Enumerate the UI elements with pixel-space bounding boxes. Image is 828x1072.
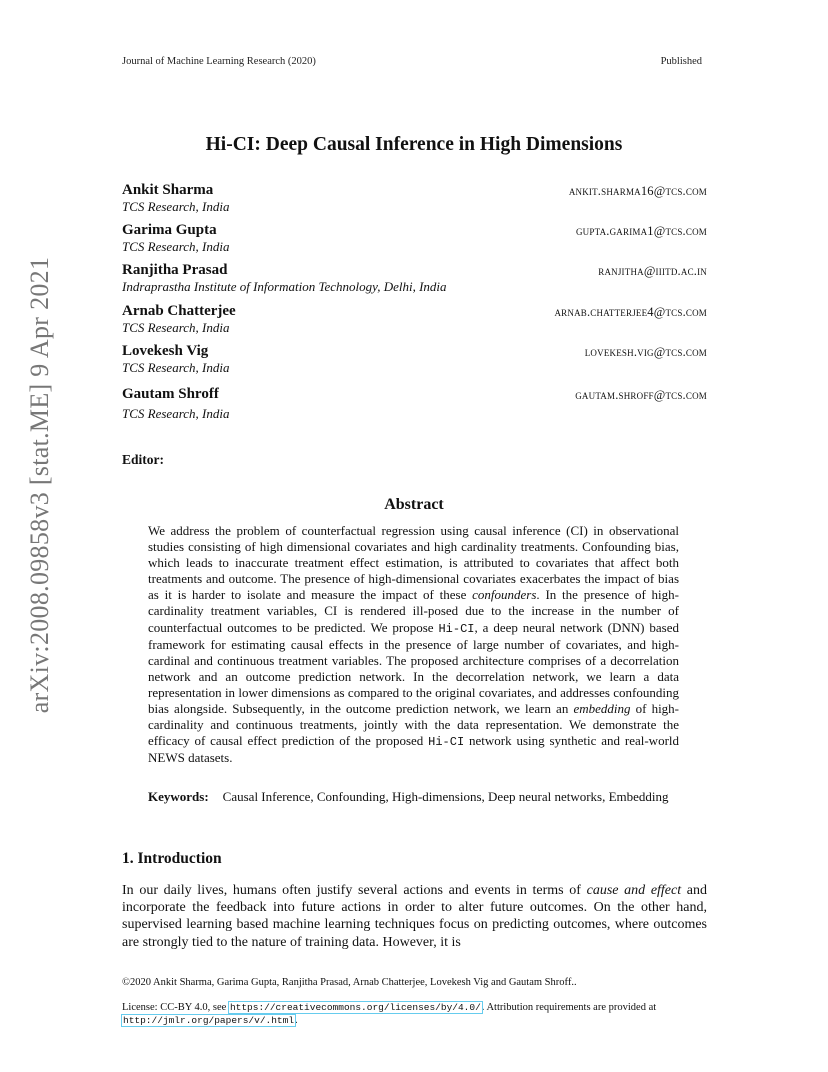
author-affiliation: TCS Research, India <box>122 320 230 335</box>
author-name: Arnab Chatterjee <box>122 303 236 319</box>
method-name: Hi-CI <box>428 735 465 750</box>
author-email[interactable]: ankit.sharma16@tcs.com <box>568 184 707 198</box>
author-affiliation: TCS Research, India <box>122 360 230 375</box>
author-block <box>122 182 707 215</box>
editor-label: Editor: <box>122 452 164 467</box>
license-link[interactable]: https://creativecommons.org/licenses/by/4.0/ <box>229 1002 481 1013</box>
copyright-notice: ©2020 Ankit Sharma, Garima Gupta, Ranjitha Prasad, Arnab Chatterjee, Lovekesh Vig and Gautam Shroff.. <box>122 977 577 988</box>
license-notice <box>122 1001 707 1027</box>
author-name: Lovekesh Vig <box>122 343 209 359</box>
arxiv-stamp: arXiv:2008.09858v3 [stat.ME] 9 Apr 2021 <box>25 256 54 714</box>
license-text: . <box>295 1015 298 1026</box>
abstract-part: , a deep neural network (DNN) based framework for estimating causal effects in the presence of large number of covariates, and high-cardinal and continuous treatment variables. The proposed architecture comprises of a decorrelation network and an outcome prediction network. In the decorrelation network, we learn a data representation in lower dimensions as compared to the original covariates, and addresses confounding bias alongside. Subsequently, in the outcome prediction network, we learn an <box>148 619 680 717</box>
author-block <box>122 222 707 255</box>
abstract-emphasis: embedding <box>573 701 631 717</box>
author-block <box>122 343 707 376</box>
author-name: Gautam Shroff <box>122 386 219 402</box>
author-name: Ankit Sharma <box>122 182 214 198</box>
author-block <box>122 386 707 422</box>
author-name: Ranjitha Prasad <box>122 262 228 278</box>
intro-paragraph <box>122 882 707 951</box>
author-name: Garima Gupta <box>122 222 217 238</box>
abstract-part: . In the presence of high-cardinality treatment variables, CI is rendered ill-posed due to the increase in the number of counterfactual outcomes to be predicted. We propose <box>148 587 679 635</box>
author-block <box>122 303 707 336</box>
keywords-label: Keywords: <box>148 789 209 804</box>
keywords-text: Causal Inference, Confounding, High-dimensions, Deep neural networks, Embedding <box>222 789 669 804</box>
abstract-heading: Abstract <box>384 496 444 513</box>
author-affiliation: TCS Research, India <box>122 406 230 421</box>
license-text: . Attribution requirements are provided at <box>481 1002 657 1013</box>
paper-title: Hi-CI: Deep Causal Inference in High Dimensions <box>205 134 623 155</box>
abstract-part: network using synthetic and real-world NEWS datasets. <box>148 733 680 766</box>
method-name: Hi-CI <box>438 621 475 636</box>
author-email[interactable]: arnab.chatterjee4@tcs.com <box>554 305 707 319</box>
author-affiliation: Indraprastha Institute of Information Technology, Delhi, India <box>122 279 447 294</box>
abstract-part: of high-cardinality and continuous treatments, jointly with the data representation. We demonstrate the efficacy of causal effect prediction of the proposed <box>148 701 680 749</box>
jmlr-link[interactable]: http://jmlr.org/papers/v/.html <box>123 1015 295 1026</box>
author-affiliation: TCS Research, India <box>122 239 230 254</box>
abstract-emphasis: confounders <box>472 587 537 603</box>
author-block <box>122 262 707 295</box>
journal-header: Journal of Machine Learning Research (2020) <box>122 56 316 67</box>
keywords <box>148 789 679 805</box>
license-text: License: CC-BY 4.0, see <box>122 1002 227 1013</box>
abstract-part: We address the problem of counterfactual regression using causal inference (CI) in observational studies consisting of high dimensional covariates and high cardinality treatments. Confounding bias, which leads to inaccurate treatment effect estimation, is attributed to covariates that affect both treatments and outcome. The presence of high-dimensional covariates exacerbates the impact of bias as it is harder to isolate and measure the impact of these <box>148 523 679 603</box>
author-email[interactable]: lovekesh.vig@tcs.com <box>584 345 707 359</box>
author-email[interactable]: ranjitha@iiitd.ac.in <box>598 264 707 278</box>
author-email[interactable]: gautam.shroff@tcs.com <box>575 388 707 402</box>
intro-part: In our daily lives, humans often justify several actions and events in terms of <box>122 883 581 898</box>
intro-part: and incorporate the feedback into future actions in order to alter future outcomes. On the other hand, supervised learning based machine learning techniques focus on predicting outcomes, where outcomes are strongly tied to the nature of training data. However, it is <box>122 883 708 950</box>
intro-emphasis: cause and effect <box>586 883 682 898</box>
abstract-text <box>148 523 679 766</box>
publication-status: Published <box>660 56 702 67</box>
author-email[interactable]: gupta.garima1@tcs.com <box>575 224 707 238</box>
author-affiliation: TCS Research, India <box>122 199 230 214</box>
section-heading: 1. Introduction <box>122 850 222 867</box>
